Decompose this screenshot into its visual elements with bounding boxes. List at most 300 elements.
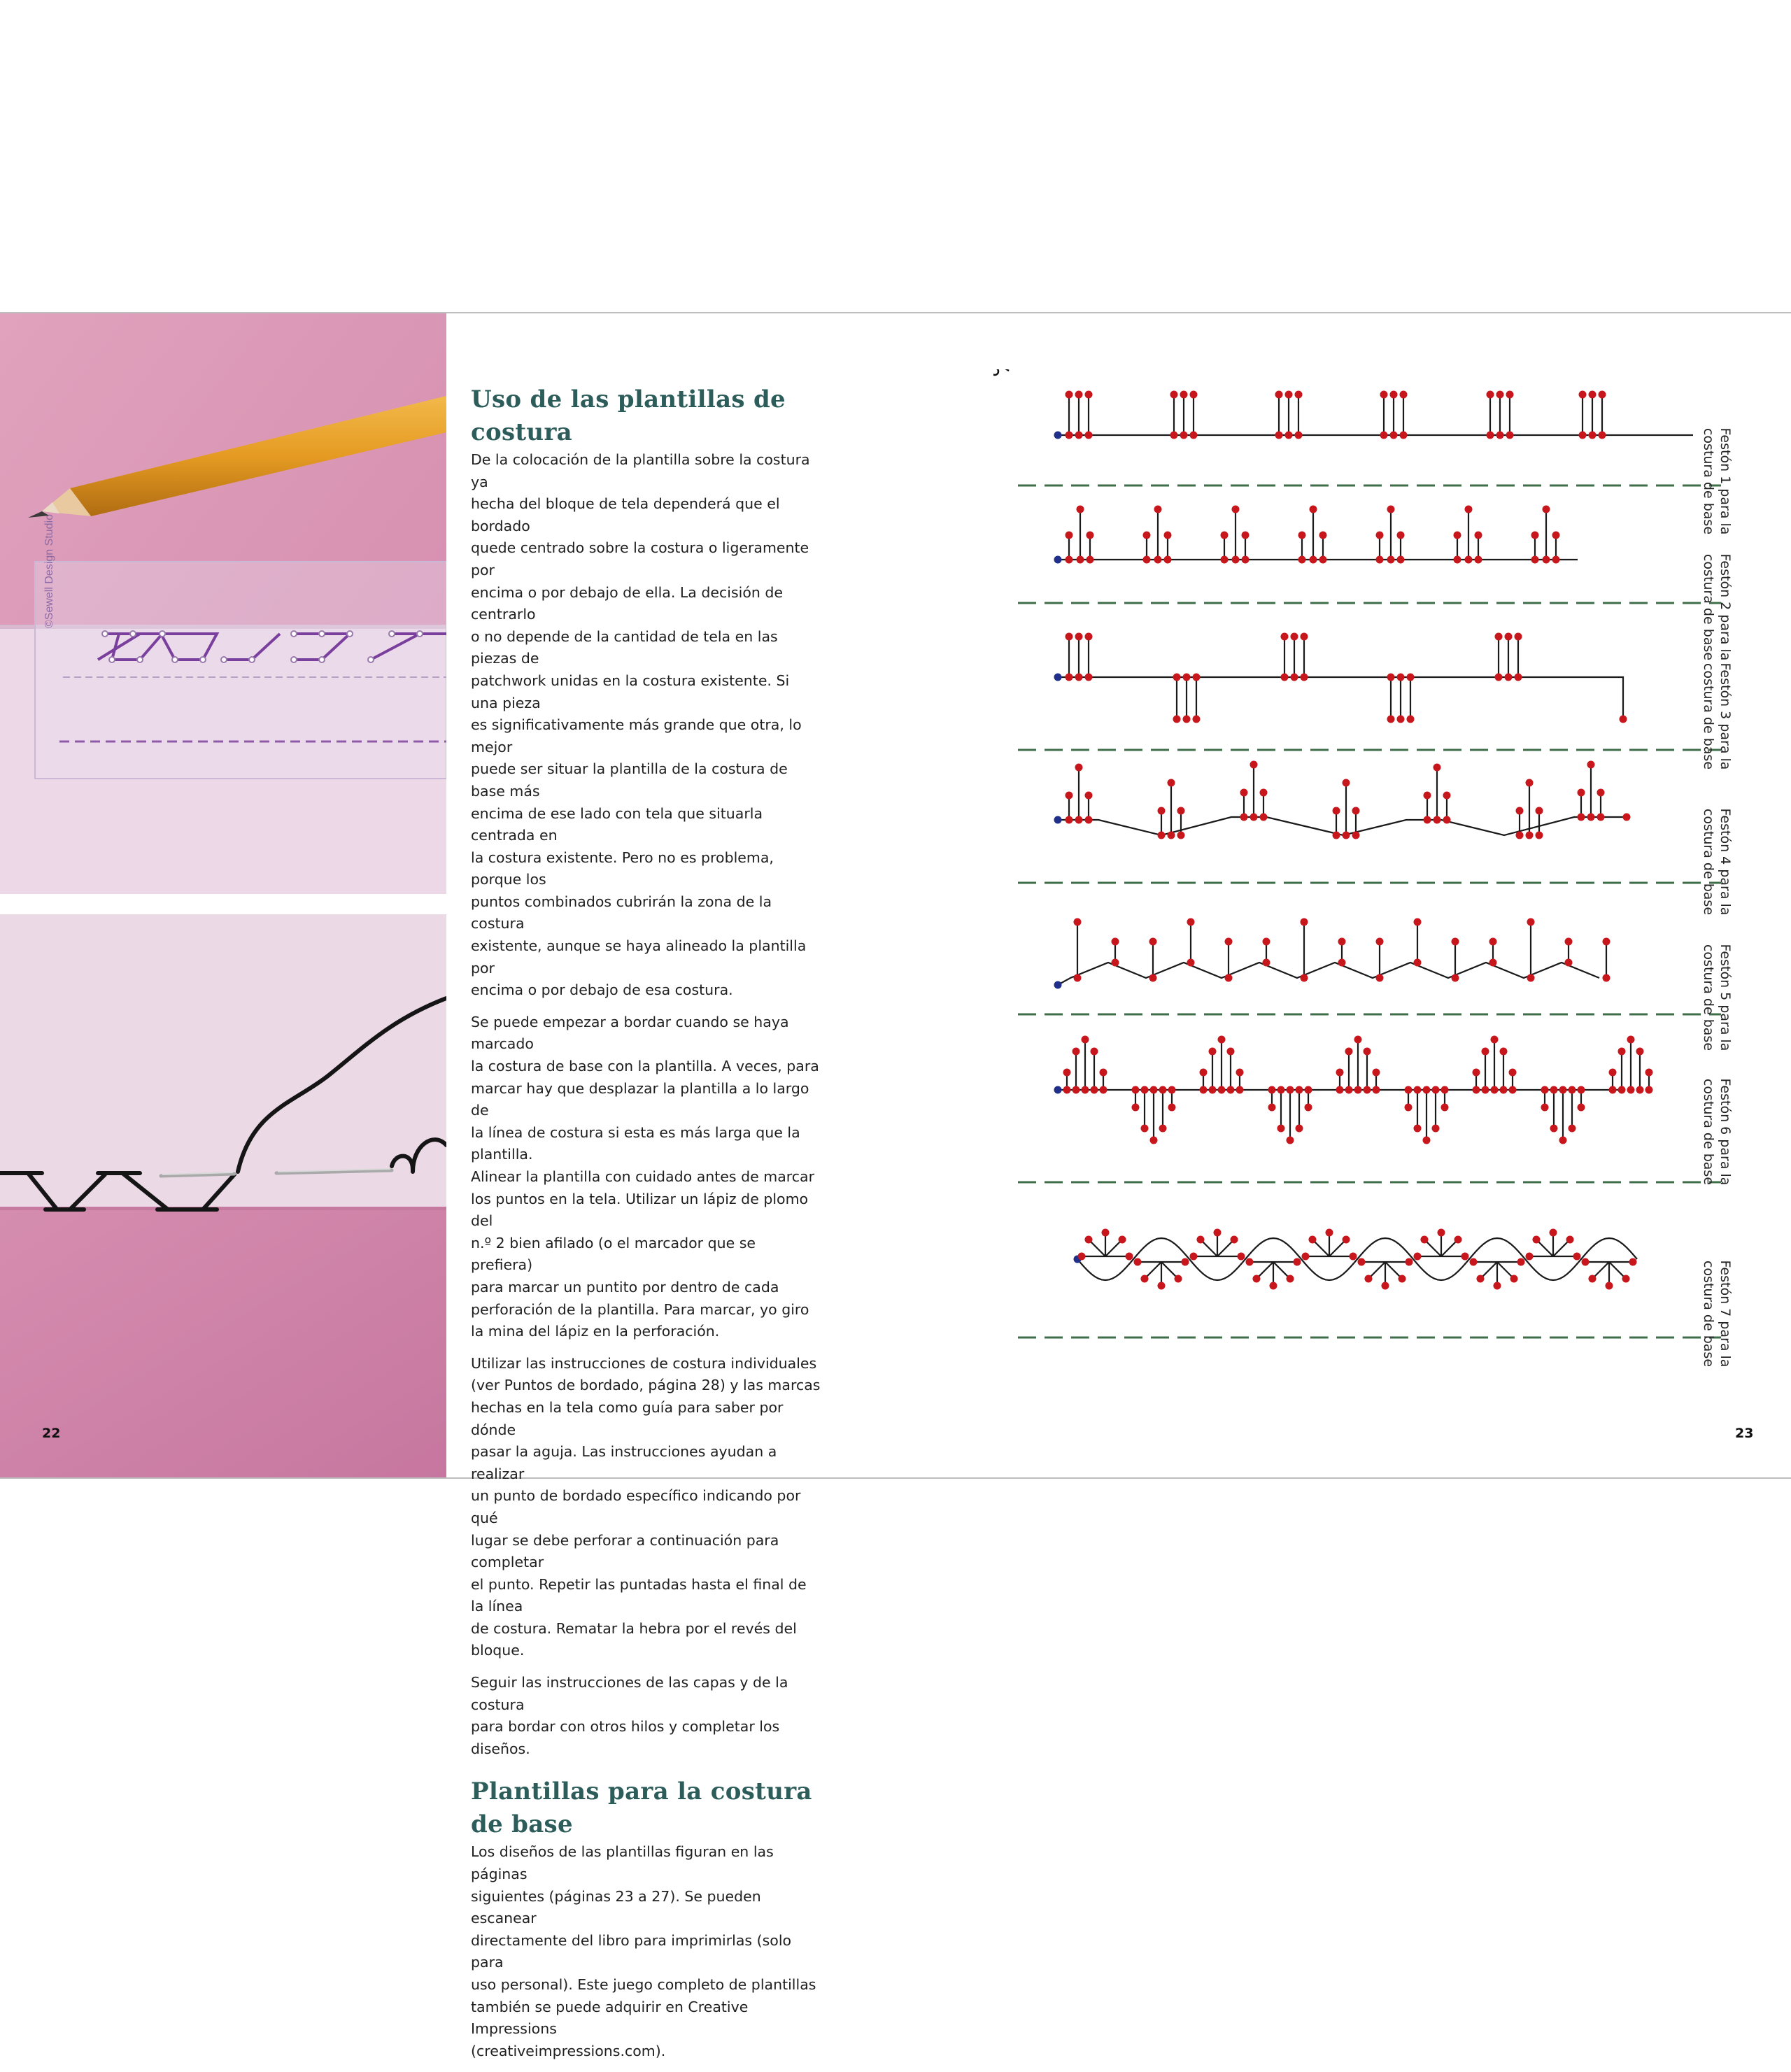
stitch-dot — [1175, 1275, 1182, 1283]
stitch-dot — [1406, 1258, 1413, 1266]
stitch-dot — [1141, 1125, 1149, 1133]
stitch-dot — [1183, 716, 1191, 723]
stitch-dot — [1077, 556, 1084, 564]
stitch-dot — [1291, 633, 1298, 641]
stitch-dot — [1565, 938, 1573, 946]
stitch-dot — [1589, 432, 1597, 439]
template-label: Festón 1 para la costura de base — [1701, 427, 1733, 535]
stitch-dot — [1441, 1086, 1449, 1094]
stitch-dot — [1066, 391, 1073, 399]
stitch-dot — [1275, 432, 1283, 439]
stitch-dot — [1559, 1086, 1567, 1094]
stitch-dot — [1149, 974, 1157, 982]
baseline-row5 — [1058, 963, 1599, 985]
stitch-dot — [1091, 1086, 1098, 1094]
stitch-dot — [1164, 532, 1172, 539]
stitch-dot — [1100, 1069, 1107, 1077]
stitch-dot — [1193, 674, 1201, 681]
stitch-dot — [1100, 1086, 1107, 1094]
photo-gap — [0, 894, 446, 914]
stitch-dot — [1387, 716, 1395, 723]
stitch-dot — [1173, 674, 1181, 681]
stitch-dot — [1424, 816, 1431, 824]
stitch-dot — [1294, 1258, 1301, 1266]
stitch-dot — [1603, 938, 1611, 946]
stitch-dot — [1074, 918, 1082, 926]
stitch-dot — [1454, 532, 1461, 539]
stitch-dot — [1589, 391, 1597, 399]
stitch-dot — [1336, 1086, 1344, 1094]
stitch-dot — [1550, 1086, 1558, 1094]
template-label: Festón 2 para la costura de base — [1701, 553, 1733, 661]
scissors-icon — [993, 369, 1009, 375]
stitch-dot — [1077, 506, 1084, 513]
stitch-dot — [1159, 1125, 1167, 1133]
stitch-dot — [1465, 506, 1473, 513]
stitch-dot — [1091, 1048, 1098, 1056]
stitch-dot — [1173, 716, 1181, 723]
stitch-dot — [1263, 938, 1270, 946]
stitch-dot — [1343, 1235, 1350, 1243]
stitch-dot — [1376, 556, 1384, 564]
stitch-dot — [1296, 1125, 1303, 1133]
stitch-dot — [1333, 832, 1340, 839]
stitch-dot — [1209, 1086, 1217, 1094]
start-dot — [1054, 816, 1062, 824]
stitch-dot — [1154, 506, 1162, 513]
stitch-dot — [1085, 633, 1093, 641]
stitch-dot — [1190, 1253, 1198, 1261]
stitch-dot — [1075, 633, 1083, 641]
stitch-dot — [1390, 391, 1398, 399]
stitch-dot — [1075, 432, 1083, 439]
stitch-dot — [1399, 1275, 1406, 1283]
stitch-dot — [1073, 1048, 1080, 1056]
stitch-dot — [1066, 816, 1073, 824]
stitch-dot — [1350, 1253, 1357, 1261]
stitch-dot — [1200, 1086, 1208, 1094]
stitch-dot — [1082, 1036, 1089, 1044]
stitch-dot — [1112, 938, 1119, 946]
stitch-dot — [1236, 1086, 1244, 1094]
stitch-dot — [1154, 556, 1162, 564]
stitch-dot — [1473, 1069, 1480, 1077]
stitch-dot — [1552, 556, 1560, 564]
stitch-dot — [1506, 391, 1514, 399]
stitch-dot — [1285, 391, 1293, 399]
stitch-dot — [1074, 974, 1082, 982]
stitch-dot — [1494, 1282, 1501, 1290]
paragraph-1: De la colocación de la plantilla sobre la costura ya hecha del bloque de tela dependerá que el bordado quede centrado sobre la costura o ligeramente por encima o por debajo de ella. La decisión de centrarlo o no depende de la cantidad de tela en las piezas de patchwork unidas en la costura existente. Si una pieza es significativamente más grande que otra, lo mejor puede ser situar la plantilla de la costura de base más encima de ese lado con tela que situarla centrada en la costura existente. Pero no es problema, porque los puntos combinados cubrirán la zona de la costura existente, aunque se haya alineado la plantilla por encima o por debajo de esa costura. — [471, 451, 810, 999]
stitch-dot — [1603, 974, 1611, 982]
stitch-dot — [1414, 959, 1422, 967]
stitch-dot — [1343, 832, 1350, 839]
stitch-dot — [1387, 674, 1395, 681]
stitch-dot — [1336, 1069, 1344, 1077]
stitch-dot — [1240, 789, 1248, 797]
stitch-dot — [1565, 959, 1573, 967]
stitch-dot — [1587, 814, 1595, 821]
stitch-dot — [1364, 1048, 1371, 1056]
stitch-dot — [1482, 1048, 1489, 1056]
stitch-dot — [1636, 1048, 1644, 1056]
stitch-dot — [1475, 532, 1482, 539]
stitch-dot — [1491, 1086, 1499, 1094]
stitch-dot — [1073, 1086, 1080, 1094]
stitch-dot — [1066, 556, 1073, 564]
stitch-dot — [1541, 1086, 1549, 1094]
stitch-dot — [1168, 779, 1175, 787]
stitch-dot — [1465, 556, 1473, 564]
stitch-dot — [1250, 814, 1258, 821]
stitch-dot — [1505, 674, 1513, 681]
stitch-dot — [1301, 674, 1308, 681]
stitch-dot — [1082, 1086, 1089, 1094]
stitch-dot — [1305, 1086, 1312, 1094]
stitch-dot — [1177, 807, 1185, 815]
stitch-dot — [1452, 974, 1459, 982]
stitch-dot — [1559, 1137, 1567, 1144]
svg-text:©Sewell Design Studio: ©Sewell Design Studio — [43, 514, 55, 628]
stitch-dot — [1158, 807, 1166, 815]
ruler-watermark — [43, 514, 55, 628]
stitch-dot — [1232, 556, 1240, 564]
stitch-dot — [1526, 1253, 1534, 1261]
stitch-dot — [1405, 1104, 1413, 1112]
stitch-dot — [1509, 1069, 1517, 1077]
stitch-dot — [1443, 816, 1451, 824]
stitch-dot — [1149, 938, 1157, 946]
stitch-dot — [1085, 432, 1093, 439]
stitch-dot — [1376, 974, 1384, 982]
start-dot — [1054, 1086, 1062, 1094]
stitch-dot — [1373, 1069, 1380, 1077]
stitch-dot — [1268, 1104, 1276, 1112]
stitch-dot — [1622, 1275, 1630, 1283]
stitch-dot — [1629, 1258, 1637, 1266]
stitch-dot — [1126, 1253, 1133, 1261]
stitch-dot — [1489, 959, 1497, 967]
stitch-dot — [1376, 532, 1384, 539]
stitch-dot — [1536, 807, 1543, 815]
stitch-dot — [1645, 1069, 1653, 1077]
stitch-dot — [1618, 1048, 1626, 1056]
stitch-dot — [1187, 918, 1195, 926]
stitch-dot — [1627, 1086, 1635, 1094]
stitch-dot — [1526, 779, 1534, 787]
stitch-dot — [1609, 1069, 1617, 1077]
stitch-dot — [1515, 633, 1522, 641]
stitch-dot — [1397, 674, 1405, 681]
stitch-dot — [1143, 532, 1151, 539]
stitch-dot — [1527, 918, 1535, 926]
stitch-dot — [1476, 1275, 1484, 1283]
stitch-dot — [1242, 556, 1250, 564]
stitch-dot — [1400, 432, 1408, 439]
stitch-dot — [1140, 1275, 1148, 1283]
stitch-dot — [1489, 938, 1497, 946]
stitch-dot — [1232, 506, 1240, 513]
stitch-dot — [1482, 1086, 1489, 1094]
stitch-dot — [1319, 532, 1327, 539]
stitch-dot — [1552, 532, 1560, 539]
stitch-dot — [1084, 1235, 1092, 1243]
section-heading-uso: Uso de las plantillas de costura — [471, 385, 786, 446]
stitch-dot — [1301, 633, 1308, 641]
stitch-dot — [1461, 1253, 1469, 1261]
stitch-dot — [1190, 432, 1198, 439]
stitch-dot — [1187, 959, 1195, 967]
stitch-dot — [1277, 1086, 1285, 1094]
stitch-dot — [1495, 633, 1503, 641]
stitch-dot — [1509, 1086, 1517, 1094]
stitch-dot — [1579, 391, 1587, 399]
stitch-dot — [1085, 391, 1093, 399]
stitch-dot — [1569, 1125, 1576, 1133]
stitch-dot — [1066, 532, 1073, 539]
stitch-dot — [1260, 789, 1268, 797]
stitch-dot — [1078, 1253, 1086, 1261]
stitch-dot — [1438, 1229, 1445, 1237]
stitch-dot — [1343, 779, 1350, 787]
stitch-dot — [1231, 1235, 1238, 1243]
stitch-dot — [1308, 1235, 1316, 1243]
stitch-dot — [1500, 1086, 1508, 1094]
stitch-dot — [1364, 1275, 1372, 1283]
stitch-dot — [1190, 391, 1198, 399]
stitch-dot — [1505, 633, 1513, 641]
stitch-dot — [1452, 938, 1459, 946]
stitch-dot — [1423, 1137, 1431, 1144]
section-heading-plantillas: Plantillas para la costura de base — [471, 1777, 812, 1839]
stitch-dot — [1543, 506, 1550, 513]
photo-pencil-and-template — [0, 313, 446, 894]
stitch-dot — [1623, 814, 1631, 821]
stitch-dot — [1420, 1235, 1428, 1243]
stitch-dot — [1263, 959, 1270, 967]
stitch-dot — [1543, 556, 1550, 564]
stitch-dot — [1291, 674, 1298, 681]
stitch-dot — [1550, 1125, 1558, 1133]
stitch-dot — [1141, 1086, 1149, 1094]
stitch-dot — [1302, 1253, 1310, 1261]
stitch-dot — [1227, 1048, 1235, 1056]
stitch-dot — [1364, 1086, 1371, 1094]
start-dot — [1054, 432, 1062, 439]
stitch-dot — [1227, 1086, 1235, 1094]
stitch-dot — [1618, 1086, 1626, 1094]
stitch-dot — [1132, 1086, 1140, 1094]
paragraph-4: Seguir las instrucciones de las capas y de la costura para bordar con otros hilos y completar los diseños. — [471, 1674, 788, 1757]
stitch-dot — [1432, 1125, 1440, 1133]
stitch-dot — [1075, 764, 1083, 772]
stitch-dot — [1423, 1086, 1431, 1094]
stitch-dot — [1085, 816, 1093, 824]
stitch-dot — [1397, 716, 1405, 723]
stitch-dot — [1578, 1086, 1585, 1094]
stitch-dot — [1285, 432, 1293, 439]
stitch-dot — [1218, 1036, 1226, 1044]
start-dot — [1054, 556, 1062, 564]
stitch-dot — [1516, 832, 1524, 839]
stitch-dot — [1298, 532, 1306, 539]
stitch-dot — [1414, 918, 1422, 926]
stitch-dot — [1301, 918, 1308, 926]
stitch-dot — [1086, 532, 1094, 539]
stitch-dot — [1170, 432, 1178, 439]
page-number-left: 22 — [42, 1426, 61, 1441]
stitch-dot — [1405, 1086, 1413, 1094]
stitch-dot — [1310, 556, 1317, 564]
stitch-dot — [1517, 1258, 1525, 1266]
stitch-dot — [1527, 974, 1535, 982]
stitch-dot — [1495, 674, 1503, 681]
stitch-dot — [1085, 674, 1093, 681]
stitch-dot — [1063, 1069, 1071, 1077]
stitch-dot — [1200, 1069, 1208, 1077]
stitch-dot — [1301, 974, 1308, 982]
stitch-dot — [1150, 1137, 1158, 1144]
stitch-dot — [1180, 432, 1188, 439]
stitch-dot — [1579, 432, 1587, 439]
stitch-dot — [1400, 391, 1408, 399]
stitch-dot — [1221, 532, 1229, 539]
stitch-dot — [1531, 556, 1539, 564]
text-column — [471, 383, 821, 2072]
stitch-dot — [1599, 432, 1606, 439]
stitch-dot — [1597, 789, 1605, 797]
stitch-dot — [1150, 1086, 1158, 1094]
stitch-dot — [1354, 1086, 1362, 1094]
stitch-dot — [1182, 1258, 1189, 1266]
stitch-dot — [1636, 1086, 1644, 1094]
stitch-dot — [1414, 1125, 1422, 1133]
stitch-dot — [1242, 532, 1250, 539]
stitch-dot — [1441, 1104, 1449, 1112]
paragraph-5: Los diseños de las plantillas figuran en las páginas siguientes (páginas 23 a 27). Se pueden escanear directamente del libro para imprimirlas (solo para uso personal). Este juego completo de plantillas también se puede adquirir en Creative Impressions (creativeimpressions.com). — [471, 1843, 816, 2059]
stitch-dot — [1609, 1086, 1617, 1094]
stitch-dot — [1214, 1229, 1222, 1237]
stitch-dot — [1246, 1258, 1254, 1266]
stitch-dot — [1225, 938, 1233, 946]
start-dot — [1054, 674, 1062, 681]
stitch-dot — [1075, 391, 1083, 399]
stitch-dot — [1075, 816, 1083, 824]
stitch-dot — [1387, 556, 1395, 564]
stitch-dot — [1066, 792, 1073, 800]
stitch-dot — [1407, 716, 1415, 723]
stitch-templates — [993, 369, 1735, 1349]
stitch-dot — [1270, 1282, 1277, 1290]
stitch-dot — [1491, 1036, 1499, 1044]
stitch-dot — [1358, 1258, 1366, 1266]
stitch-dot — [1164, 556, 1172, 564]
stitch-dot — [1218, 1086, 1226, 1094]
stitch-dot — [1333, 807, 1340, 815]
stitch-dot — [1066, 432, 1073, 439]
stitch-dot — [1196, 1235, 1204, 1243]
stitch-dot — [1295, 391, 1303, 399]
template-label: Festón 5 para la costura de base — [1701, 944, 1733, 1051]
stitch-dot — [1496, 432, 1504, 439]
stitch-dot — [1102, 1229, 1110, 1237]
stitch-dot — [1225, 974, 1233, 982]
stitch-dot — [1170, 391, 1178, 399]
stitch-dot — [1531, 532, 1539, 539]
stitch-dot — [1236, 1069, 1244, 1077]
stitch-dot — [1268, 1086, 1276, 1094]
stitch-dot — [1326, 1229, 1333, 1237]
stitch-dot — [1432, 1086, 1440, 1094]
stitch-dot — [1345, 1048, 1353, 1056]
paragraph-3: Utilizar las instrucciones de costura individuales (ver Puntos de bordado, página 28) y las marcas hechas en la tela como guía para saber por dónde pasar la aguja. Las instrucciones ayudan a realizar un punto de bordado específico indicando por qué lugar se debe perforar a continuación para completar el punto. Repetir las puntadas hasta el final de la línea de costura. Rematar la hebra por el revés del bloque. — [471, 1354, 821, 1659]
stitch-dot — [1387, 506, 1395, 513]
stitch-dot — [1168, 1086, 1176, 1094]
stitch-dot — [1578, 814, 1585, 821]
stitch-dot — [1606, 1282, 1613, 1290]
stitch-dot — [1496, 391, 1504, 399]
stitch-dot — [1352, 832, 1360, 839]
stitch-dot — [1475, 556, 1482, 564]
stitch-dot — [1168, 1104, 1176, 1112]
stitch-dot — [1310, 506, 1317, 513]
stitch-dot — [1578, 789, 1585, 797]
stitch-dot — [1119, 1235, 1126, 1243]
stitch-dot — [1506, 432, 1514, 439]
stitch-dot — [1532, 1235, 1540, 1243]
stitch-dot — [1470, 1258, 1478, 1266]
stitch-dot — [1180, 391, 1188, 399]
stitch-dot — [1433, 764, 1441, 772]
stitch-dot — [1277, 1125, 1285, 1133]
stitch-dot — [1515, 674, 1522, 681]
stitch-dot — [1510, 1275, 1518, 1283]
stitch-dot — [1287, 1137, 1294, 1144]
stitch-dot — [1536, 832, 1543, 839]
stitch-dot — [1487, 432, 1494, 439]
stitch-dot — [1143, 556, 1151, 564]
stitch-dot — [1209, 1048, 1217, 1056]
stitch-dot — [1319, 556, 1327, 564]
stitch-dot — [1573, 1253, 1581, 1261]
stitch-dot — [1338, 959, 1346, 967]
stitch-dot — [1338, 938, 1346, 946]
stitch-dot — [1066, 674, 1073, 681]
stitch-dot — [1112, 959, 1119, 967]
stitch-dot — [1305, 1104, 1312, 1112]
stitch-dot — [1627, 1036, 1635, 1044]
template-label: Festón 7 para la costura de base — [1701, 1260, 1733, 1368]
stitch-dot — [1424, 792, 1431, 800]
stitch-dot — [1221, 556, 1229, 564]
stitch-dot — [1085, 792, 1093, 800]
stitch-dot — [1354, 1036, 1362, 1044]
book-spread — [0, 312, 1791, 2059]
stitch-dot — [1433, 816, 1441, 824]
stitch-dot — [1063, 1086, 1071, 1094]
stitch-dot — [1158, 1282, 1166, 1290]
stitch-dot — [1183, 674, 1191, 681]
stitch-dot — [1597, 814, 1605, 821]
stitch-dot — [1134, 1258, 1142, 1266]
stitch-dot — [1516, 807, 1524, 815]
stitch-dot — [1382, 1282, 1389, 1290]
stitch-dot — [1168, 832, 1175, 839]
stitch-dot — [1454, 1235, 1462, 1243]
template-label: Festón 3 para la costura de base — [1701, 662, 1733, 770]
stitch-dot — [1376, 938, 1384, 946]
stitch-dot — [1159, 1086, 1167, 1094]
